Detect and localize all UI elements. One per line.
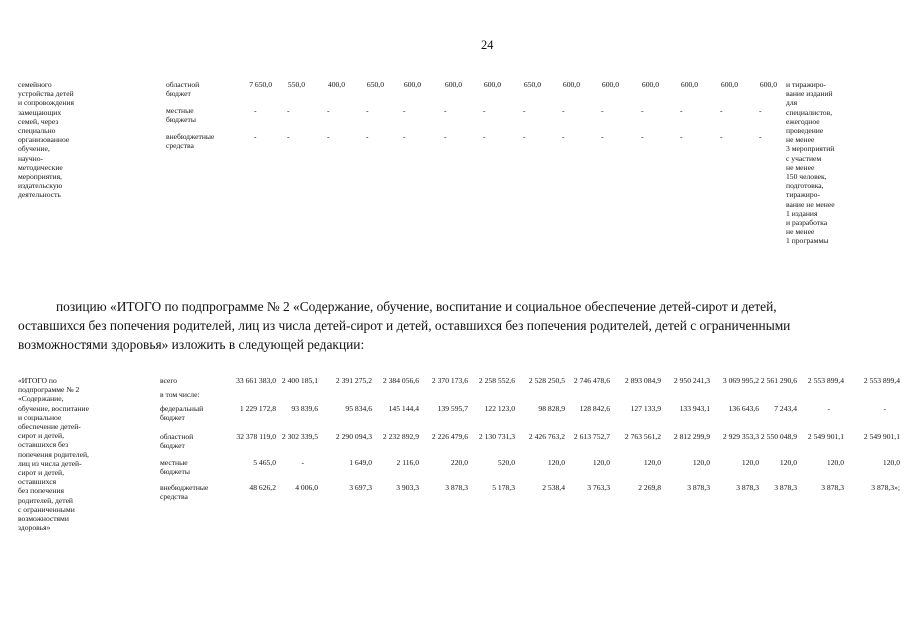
bottom-value-cell: 3 878,3 (687, 483, 710, 492)
top-dash-cell: - (403, 106, 406, 115)
top-value-cell: 600,0 (601, 80, 619, 89)
bottom-value-cell: 7 243,4 (774, 404, 797, 413)
top-dash-cell: - (720, 106, 723, 115)
bottom-value-cell: 120,0 (643, 458, 661, 467)
bottom-value-cell: 32 378 119,0 (236, 432, 276, 441)
bottom-value-cell: 127 133,9 (630, 404, 661, 413)
top-source-local: местные бюджеты (166, 106, 196, 125)
top-dash-cell: - (254, 106, 257, 115)
top-right-description: и тиражиро- вание изданий для специалистов, ежегодное проведение не менее 3 мероприятий с участием не менее 150 человек, подготовка, тиражиро- вание не менее 1 издания и разработка не менее 1 программы (786, 80, 835, 246)
bottom-value-cell: 2 232 892,9 (382, 432, 419, 441)
bottom-row-label: федеральный бюджет (160, 404, 204, 423)
bottom-value-cell: 3 878,3 (774, 483, 797, 492)
bottom-value-cell: 3 697,3 (349, 483, 372, 492)
top-dash-cell: - (759, 132, 762, 141)
top-dash-cell: - (483, 106, 486, 115)
bottom-value-cell: 2 553 899,4 (807, 376, 844, 385)
paragraph-line-1: позицию «ИТОГО по подпрограмме № 2 «Содержание, обучение, воспитание и социальное обеспечение детей-сирот и детей, (56, 299, 777, 314)
top-source-extrabudget: внебюджетные средства (166, 132, 215, 151)
top-value-cell: 650,0 (366, 80, 384, 89)
top-dash-cell: - (562, 132, 565, 141)
bottom-row-label: внебюджетные средства (160, 483, 209, 502)
bottom-value-cell: 120,0 (592, 458, 610, 467)
bottom-value-cell: 2 370 173,6 (431, 376, 468, 385)
bottom-value-cell: 2 549 901,1 (863, 432, 900, 441)
bottom-value-cell: 220,0 (450, 458, 468, 467)
bottom-value-cell: 2 549 901,1 (807, 432, 844, 441)
bottom-value-cell: 33 661 383,0 (236, 376, 276, 385)
top-value-cell: 550,0 (287, 80, 305, 89)
top-dash-cell: - (366, 132, 369, 141)
bottom-value-cell: 4 006,0 (295, 483, 318, 492)
bottom-value-cell: 2 130 731,3 (478, 432, 515, 441)
bottom-value-cell: 5 178,3 (492, 483, 515, 492)
bottom-value-cell: 2 528 250,5 (528, 376, 565, 385)
paragraph-line-2: оставшихся без попечения родителей, лиц из числа детей-сирот и детей, оставшихся без попечения родителей, детей с ограниченными (18, 318, 791, 333)
bottom-row-label: всего (160, 376, 178, 385)
bottom-value-cell: 120,0 (741, 458, 759, 467)
top-value-cell: 7 650,0 (249, 80, 272, 89)
bottom-value-cell: 3 878,3 (445, 483, 468, 492)
bottom-value-cell: 2 893 084,9 (624, 376, 661, 385)
bottom-value-cell: - (883, 404, 886, 413)
bottom-value-cell: 2 290 094,3 (335, 432, 372, 441)
bottom-value-cell: 3 903,3 (396, 483, 419, 492)
top-value-cell: 600,0 (483, 80, 501, 89)
top-dash-cell: - (641, 132, 644, 141)
bottom-value-cell: - (827, 404, 830, 413)
page-number: 24 (481, 38, 494, 52)
top-value-cell: 600,0 (720, 80, 738, 89)
bottom-value-cell: 2 812 299,9 (673, 432, 710, 441)
bottom-row-label: в том числе: (160, 390, 200, 399)
top-value-cell: 600,0 (444, 80, 462, 89)
bottom-row-label: местные бюджеты (160, 458, 190, 477)
bottom-value-cell: 2 746 478,6 (573, 376, 610, 385)
bottom-value-cell: 3 069 995,2 (722, 376, 759, 385)
bottom-value-cell: 2 269,8 (638, 483, 661, 492)
bottom-value-cell: 2 384 056,6 (382, 376, 419, 385)
bottom-value-cell: 93 839,6 (291, 404, 318, 413)
top-dash-cell: - (601, 106, 604, 115)
bottom-value-cell: 5 465,0 (253, 458, 276, 467)
bottom-row-label: областной бюджет (160, 432, 194, 451)
bottom-value-cell: 2 400 185,1 (281, 376, 318, 385)
top-value-cell: 600,0 (403, 80, 421, 89)
bottom-value-cell: 120,0 (779, 458, 797, 467)
bottom-value-cell: 3 878,3»; (871, 483, 900, 492)
paragraph-line-3: возможностями здоровья» изложить в следующей редакции: (18, 337, 365, 352)
top-value-cell: 600,0 (680, 80, 698, 89)
bottom-value-cell: 1 229 172,8 (239, 404, 276, 413)
top-dash-cell: - (444, 106, 447, 115)
bottom-value-cell: 3 878,3 (736, 483, 759, 492)
top-dash-cell: - (254, 132, 257, 141)
bottom-value-cell: - (301, 458, 304, 467)
top-dash-cell: - (327, 132, 330, 141)
bottom-value-cell: 2 302 339,5 (281, 432, 318, 441)
bottom-value-cell: 2 929 353,3 (722, 432, 759, 441)
top-dash-cell: - (287, 132, 290, 141)
top-dash-cell: - (366, 106, 369, 115)
top-source-regional: областной бюджет (166, 80, 200, 99)
top-value-cell: 600,0 (641, 80, 659, 89)
top-dash-cell: - (483, 132, 486, 141)
top-value-cell: 650,0 (523, 80, 541, 89)
top-value-cell: 600,0 (759, 80, 777, 89)
top-dash-cell: - (680, 106, 683, 115)
bottom-value-cell: 2 391 275,2 (335, 376, 372, 385)
bottom-value-cell: 120,0 (882, 458, 900, 467)
bottom-value-cell: 48 626,2 (249, 483, 276, 492)
bottom-value-cell: 139 595,7 (437, 404, 468, 413)
bottom-value-cell: 136 643,6 (728, 404, 759, 413)
bottom-value-cell: 1 649,0 (349, 458, 372, 467)
bottom-value-cell: 133 943,1 (679, 404, 710, 413)
bottom-value-cell: 2 613 752,7 (573, 432, 610, 441)
bottom-value-cell: 120,0 (547, 458, 565, 467)
top-dash-cell: - (444, 132, 447, 141)
top-dash-cell: - (641, 106, 644, 115)
top-dash-cell: - (601, 132, 604, 141)
bottom-value-cell: 145 144,4 (388, 404, 419, 413)
top-dash-cell: - (523, 132, 526, 141)
bottom-value-cell: 3 878,3 (821, 483, 844, 492)
bottom-value-cell: 2 226 479,6 (431, 432, 468, 441)
bottom-value-cell: 2 763 561,2 (624, 432, 661, 441)
bottom-left-description: «ИТОГО по подпрограмме № 2 «Содержание, обучение, воспитание и социальное обеспечение детей- сирот и детей, оставшихся без попечения родителей, лиц из числа детей- сирот и детей, оставшихся без попечения родителей, детей с ограниченными возможностями здоровья» (18, 376, 89, 533)
top-left-description: семейного устройства детей и сопровождения замещающих семей, через специально организованное обучение, научно- методические мероприятия, издательскую деятельность (18, 80, 75, 200)
bottom-value-cell: 122 123,0 (484, 404, 515, 413)
top-dash-cell: - (403, 132, 406, 141)
bottom-value-cell: 128 842,6 (579, 404, 610, 413)
bottom-value-cell: 520,0 (497, 458, 515, 467)
bottom-value-cell: 2 561 290,6 (760, 376, 797, 385)
bottom-value-cell: 3 763,3 (587, 483, 610, 492)
bottom-value-cell: 2 258 552,6 (478, 376, 515, 385)
top-dash-cell: - (759, 106, 762, 115)
top-dash-cell: - (327, 106, 330, 115)
bottom-value-cell: 98 828,9 (538, 404, 565, 413)
bottom-value-cell: 2 553 899,4 (863, 376, 900, 385)
bottom-value-cell: 2 426 763,2 (528, 432, 565, 441)
top-dash-cell: - (523, 106, 526, 115)
bottom-value-cell: 2 116,0 (396, 458, 419, 467)
bottom-value-cell: 2 550 048,9 (760, 432, 797, 441)
bottom-value-cell: 120,0 (826, 458, 844, 467)
top-value-cell: 600,0 (562, 80, 580, 89)
top-dash-cell: - (287, 106, 290, 115)
bottom-value-cell: 2 950 241,3 (673, 376, 710, 385)
top-dash-cell: - (720, 132, 723, 141)
top-dash-cell: - (680, 132, 683, 141)
bottom-value-cell: 95 834,6 (345, 404, 372, 413)
bottom-value-cell: 2 538,4 (542, 483, 565, 492)
top-dash-cell: - (562, 106, 565, 115)
top-value-cell: 400,0 (327, 80, 345, 89)
bottom-value-cell: 120,0 (692, 458, 710, 467)
